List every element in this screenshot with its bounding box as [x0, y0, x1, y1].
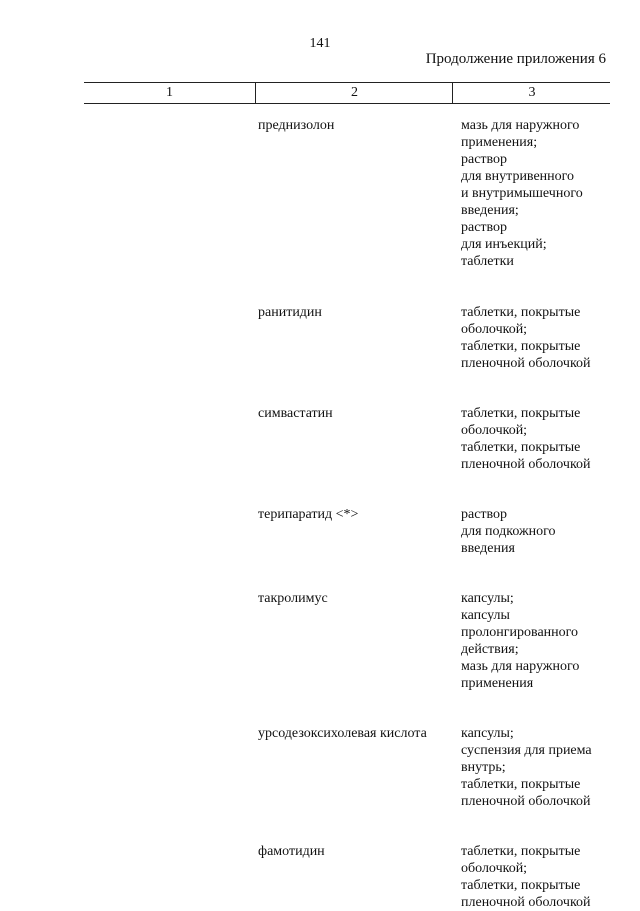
page-number: 141: [309, 36, 331, 51]
dosage-form-line: таблетки: [461, 254, 514, 269]
dosage-form-line: введения: [461, 541, 515, 556]
drug-name: фамотидин: [258, 844, 325, 859]
drug-name: терипаратид <*>: [258, 507, 359, 522]
dosage-form-line: применения: [461, 676, 534, 691]
dosage-form-line: и внутримышечного: [461, 186, 583, 201]
dosage-forms: [461, 725, 640, 810]
dosage-form-line: применения;: [461, 135, 538, 150]
dosage-form-line: капсулы: [461, 608, 510, 623]
dosage-form-line: внутрь;: [461, 760, 506, 775]
dosage-form-line: для инъекций;: [461, 237, 547, 252]
dosage-form-line: мазь для наружного: [461, 659, 580, 674]
table-body: [0, 117, 640, 911]
dosage-form-line: пленочной оболочкой: [461, 457, 591, 472]
dosage-form-line: пленочной оболочкой: [461, 794, 591, 809]
dosage-forms: [461, 506, 640, 557]
dosage-form-line: пленочной оболочкой: [461, 895, 591, 910]
dosage-form-line: таблетки, покрытые: [461, 339, 581, 354]
drug-name: ранитидин: [258, 305, 322, 320]
header-col-1: 1: [166, 85, 173, 100]
dosage-form-line: таблетки, покрытые: [461, 440, 581, 455]
dosage-form-line: раствор: [461, 220, 508, 235]
dosage-form-line: мазь для наружного: [461, 118, 580, 133]
drug-name: преднизолон: [258, 118, 335, 133]
dosage-form-line: оболочкой;: [461, 861, 528, 876]
dosage-form-line: раствор: [461, 152, 508, 167]
drug-name: урсодезоксихолевая кислота: [258, 726, 427, 741]
dosage-form-line: таблетки, покрытые: [461, 844, 581, 859]
drug-name: такролимус: [258, 591, 328, 606]
dosage-form-line: введения;: [461, 203, 519, 218]
dosage-form-line: действия;: [461, 642, 519, 657]
table-row: [0, 843, 640, 911]
dosage-form-line: капсулы;: [461, 726, 514, 741]
dosage-form-line: пролонгированного: [461, 625, 579, 640]
dosage-form-line: оболочкой;: [461, 322, 528, 337]
dosage-form-line: оболочкой;: [461, 423, 528, 438]
dosage-form-line: суспензия для приема: [461, 743, 592, 758]
table-row: [0, 405, 640, 473]
table-header: [84, 82, 610, 104]
dosage-form-line: таблетки, покрытые: [461, 777, 581, 792]
table-row: [0, 304, 640, 372]
header-col-3: 3: [452, 83, 611, 103]
dosage-forms: [461, 117, 640, 270]
dosage-form-line: капсулы;: [461, 591, 514, 606]
continuation-label: Продолжение приложения 6: [425, 51, 606, 67]
header-col-2: 2: [255, 83, 453, 103]
dosage-forms: [461, 843, 640, 911]
dosage-form-line: таблетки, покрытые: [461, 305, 581, 320]
drug-name: симвастатин: [258, 406, 333, 421]
dosage-forms: [461, 405, 640, 473]
dosage-form-line: для внутривенного: [461, 169, 575, 184]
dosage-form-line: для подкожного: [461, 524, 556, 539]
dosage-form-line: раствор: [461, 507, 508, 522]
dosage-form-line: таблетки, покрытые: [461, 406, 581, 421]
dosage-forms: [461, 304, 640, 372]
table-row: [0, 590, 640, 692]
table-row: [0, 725, 640, 810]
dosage-forms: [461, 590, 640, 692]
table-row: [0, 506, 640, 557]
dosage-form-line: пленочной оболочкой: [461, 356, 591, 371]
table-row: [0, 117, 640, 270]
dosage-form-line: таблетки, покрытые: [461, 878, 581, 893]
